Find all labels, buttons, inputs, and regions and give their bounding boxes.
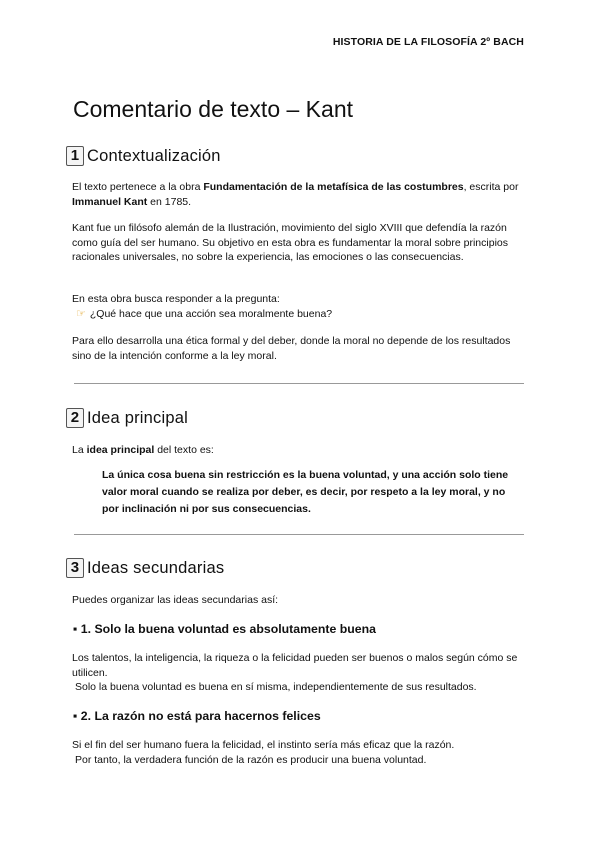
secondary-ideas-intro: Puedes organizar las ideas secundarias así: bbox=[72, 594, 279, 606]
secondary-idea-2-text bbox=[72, 738, 532, 767]
section-heading-text: Idea principal bbox=[87, 408, 188, 427]
section-2-title bbox=[66, 408, 188, 428]
author-name: Immanuel Kant bbox=[72, 195, 148, 208]
page-title: Comentario de texto – Kant bbox=[73, 96, 353, 122]
section-3-title bbox=[66, 558, 224, 578]
bold-term: idea principal bbox=[86, 444, 155, 456]
secondary-idea-2-heading: ▪ 2. La razón no está para hacernos felices bbox=[73, 709, 321, 723]
section-number-badge: 2 bbox=[66, 408, 84, 428]
work-title: Fundamentación de la metafísica de las costumbres bbox=[203, 181, 464, 193]
text-run: El texto pertenece a la obra bbox=[72, 181, 204, 193]
context-paragraph-3 bbox=[72, 292, 532, 321]
text-run: La bbox=[72, 444, 87, 456]
context-paragraph-4: Para ello desarrolla una ética formal y del deber, donde la moral no depende de los resultados sino de la intención conforme a la ley moral. bbox=[72, 335, 511, 362]
page-header: HISTORIA DE LA FILOSOFÍA 2º BACH bbox=[332, 36, 524, 48]
section-divider bbox=[74, 383, 524, 384]
context-paragraph-1 bbox=[72, 180, 532, 209]
text-run: Por tanto, la verdadera función de la razón es producir una buena voluntad. bbox=[75, 753, 427, 766]
secondary-idea-1-text bbox=[72, 651, 532, 695]
text-run: del texto es: bbox=[154, 444, 214, 456]
text-run: en 1785. bbox=[147, 195, 192, 208]
secondary-idea-1-heading: ▪ 1. Solo la buena voluntad es absolutamente buena bbox=[73, 622, 376, 636]
section-heading-text: Contextualización bbox=[87, 146, 221, 165]
section-number-badge: 3 bbox=[66, 558, 84, 578]
text-run: Si el fin del ser humano fuera la felicidad, el instinto sería más eficaz que la razón. bbox=[72, 739, 455, 751]
context-paragraph-2: Kant fue un filósofo alemán de la Ilustración, movimiento del siglo XVIII que defendía la razón como guía del ser humano. Su objetivo en esta obra es fundamentar la moral sobre principios racionales universales, no sobre la experiencia, las emociones o las consecuencias. bbox=[72, 222, 508, 263]
section-heading-text: Ideas secundarias bbox=[87, 558, 225, 577]
question-text: ¿Qué hace que una acción sea moralmente buena? bbox=[89, 307, 333, 320]
section-divider bbox=[74, 534, 524, 535]
text-run: En esta obra busca responder a la pregunta: bbox=[72, 293, 280, 305]
section-1-title bbox=[66, 146, 221, 166]
text-run: Los talentos, la inteligencia, la riqueza o la felicidad pueden ser buenos o malos según cómo se utilicen. bbox=[72, 652, 518, 679]
text-run: Solo la buena voluntad es buena en sí misma, independientemente de sus resultados. bbox=[75, 681, 477, 693]
text-run: , escrita por bbox=[463, 181, 519, 193]
section-number-badge: 1 bbox=[66, 146, 84, 166]
main-idea-intro bbox=[72, 443, 532, 458]
main-idea-quote: La única cosa buena sin restricción es la buena voluntad, y una acción solo tiene valor moral cuando se realiza por deber, es decir, por respeto a la ley moral, y no por inclinación ni por sus consecuencias. bbox=[102, 469, 509, 515]
pointing-hand-icon: ☞ bbox=[76, 307, 86, 320]
